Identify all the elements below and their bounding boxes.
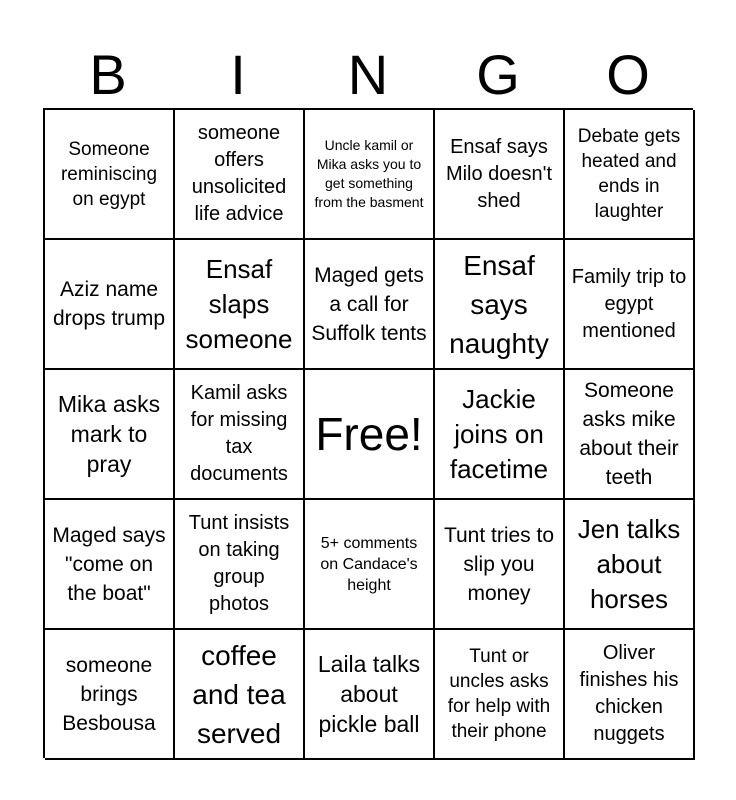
- cell-text: 5+ comments on Candace's height: [320, 534, 418, 594]
- bingo-cell[interactable]: [45, 240, 175, 370]
- cell-text: Tunt or uncles asks for help with their phone: [447, 646, 551, 742]
- cell-text: Family trip to egypt mentioned: [571, 265, 687, 342]
- bingo-cell[interactable]: [565, 500, 695, 630]
- cell-text: Kamil asks for missing tax documents: [190, 382, 288, 485]
- cell-text: Jen talks about horses: [577, 513, 681, 614]
- cell-text: Ensaf slaps someone: [185, 253, 293, 354]
- bingo-cell[interactable]: [175, 110, 305, 240]
- header-letter-g: G: [476, 43, 520, 106]
- cell-text: Someone reminiscing on egypt: [60, 138, 158, 210]
- bingo-cell[interactable]: [45, 630, 175, 760]
- bingo-cell[interactable]: [565, 240, 695, 370]
- cell-text: Oliver finishes his chicken nuggets: [579, 642, 679, 745]
- bingo-cell[interactable]: [305, 500, 435, 630]
- bingo-cell[interactable]: [565, 370, 695, 500]
- cell-text: Jackie joins on facetime: [449, 383, 549, 484]
- cell-text: someone brings Besbousa: [62, 653, 156, 735]
- cell-text: coffee and tea served: [192, 639, 286, 749]
- bingo-cell[interactable]: [435, 240, 565, 370]
- cell-text: Maged says "come on the boat": [52, 523, 166, 605]
- bingo-cell[interactable]: [175, 370, 305, 500]
- bingo-header: [43, 42, 693, 108]
- bingo-cell[interactable]: [305, 630, 435, 760]
- bingo-cell[interactable]: [435, 370, 565, 500]
- cell-text: someone offers unsolicited life advice: [191, 122, 287, 225]
- cell-text: Maged gets a call for Suffolk tents: [311, 263, 427, 345]
- cell-text: Ensaf says Milo doesn't shed: [445, 135, 553, 212]
- cell-text: Tunt tries to slip you money: [443, 523, 555, 605]
- free-space[interactable]: [305, 370, 435, 500]
- cell-text: Free!: [315, 408, 423, 460]
- bingo-cell[interactable]: [175, 500, 305, 630]
- bingo-cell[interactable]: [565, 110, 695, 240]
- bingo-cell[interactable]: [305, 240, 435, 370]
- cell-text: Aziz name drops trump: [52, 278, 166, 330]
- header-letter-n: N: [347, 43, 389, 106]
- bingo-cell[interactable]: [435, 630, 565, 760]
- bingo-cell[interactable]: [565, 630, 695, 760]
- bingo-card: [43, 108, 693, 758]
- cell-text: Mika asks mark to pray: [57, 391, 161, 477]
- bingo-cell[interactable]: [435, 110, 565, 240]
- cell-text: Uncle kamil or Mika asks you to get something from the basment: [314, 137, 424, 210]
- header-letter-i: I: [230, 43, 246, 106]
- bingo-cell[interactable]: [45, 500, 175, 630]
- cell-text: Debate gets heated and ends in laughter: [577, 126, 681, 222]
- cell-text: Tunt insists on taking group photos: [188, 512, 290, 615]
- bingo-cell[interactable]: [45, 370, 175, 500]
- cell-text: Laila talks about pickle ball: [317, 651, 421, 737]
- bingo-cell[interactable]: [435, 500, 565, 630]
- bingo-cell[interactable]: [175, 240, 305, 370]
- bingo-cell[interactable]: [45, 110, 175, 240]
- bingo-cell[interactable]: [305, 110, 435, 240]
- header-letter-o: O: [606, 43, 650, 106]
- cell-text: Someone asks mike about their teeth: [579, 379, 679, 489]
- bingo-cell[interactable]: [175, 630, 305, 760]
- header-letter-b: B: [89, 43, 127, 106]
- cell-text: Ensaf says naughty: [449, 249, 549, 359]
